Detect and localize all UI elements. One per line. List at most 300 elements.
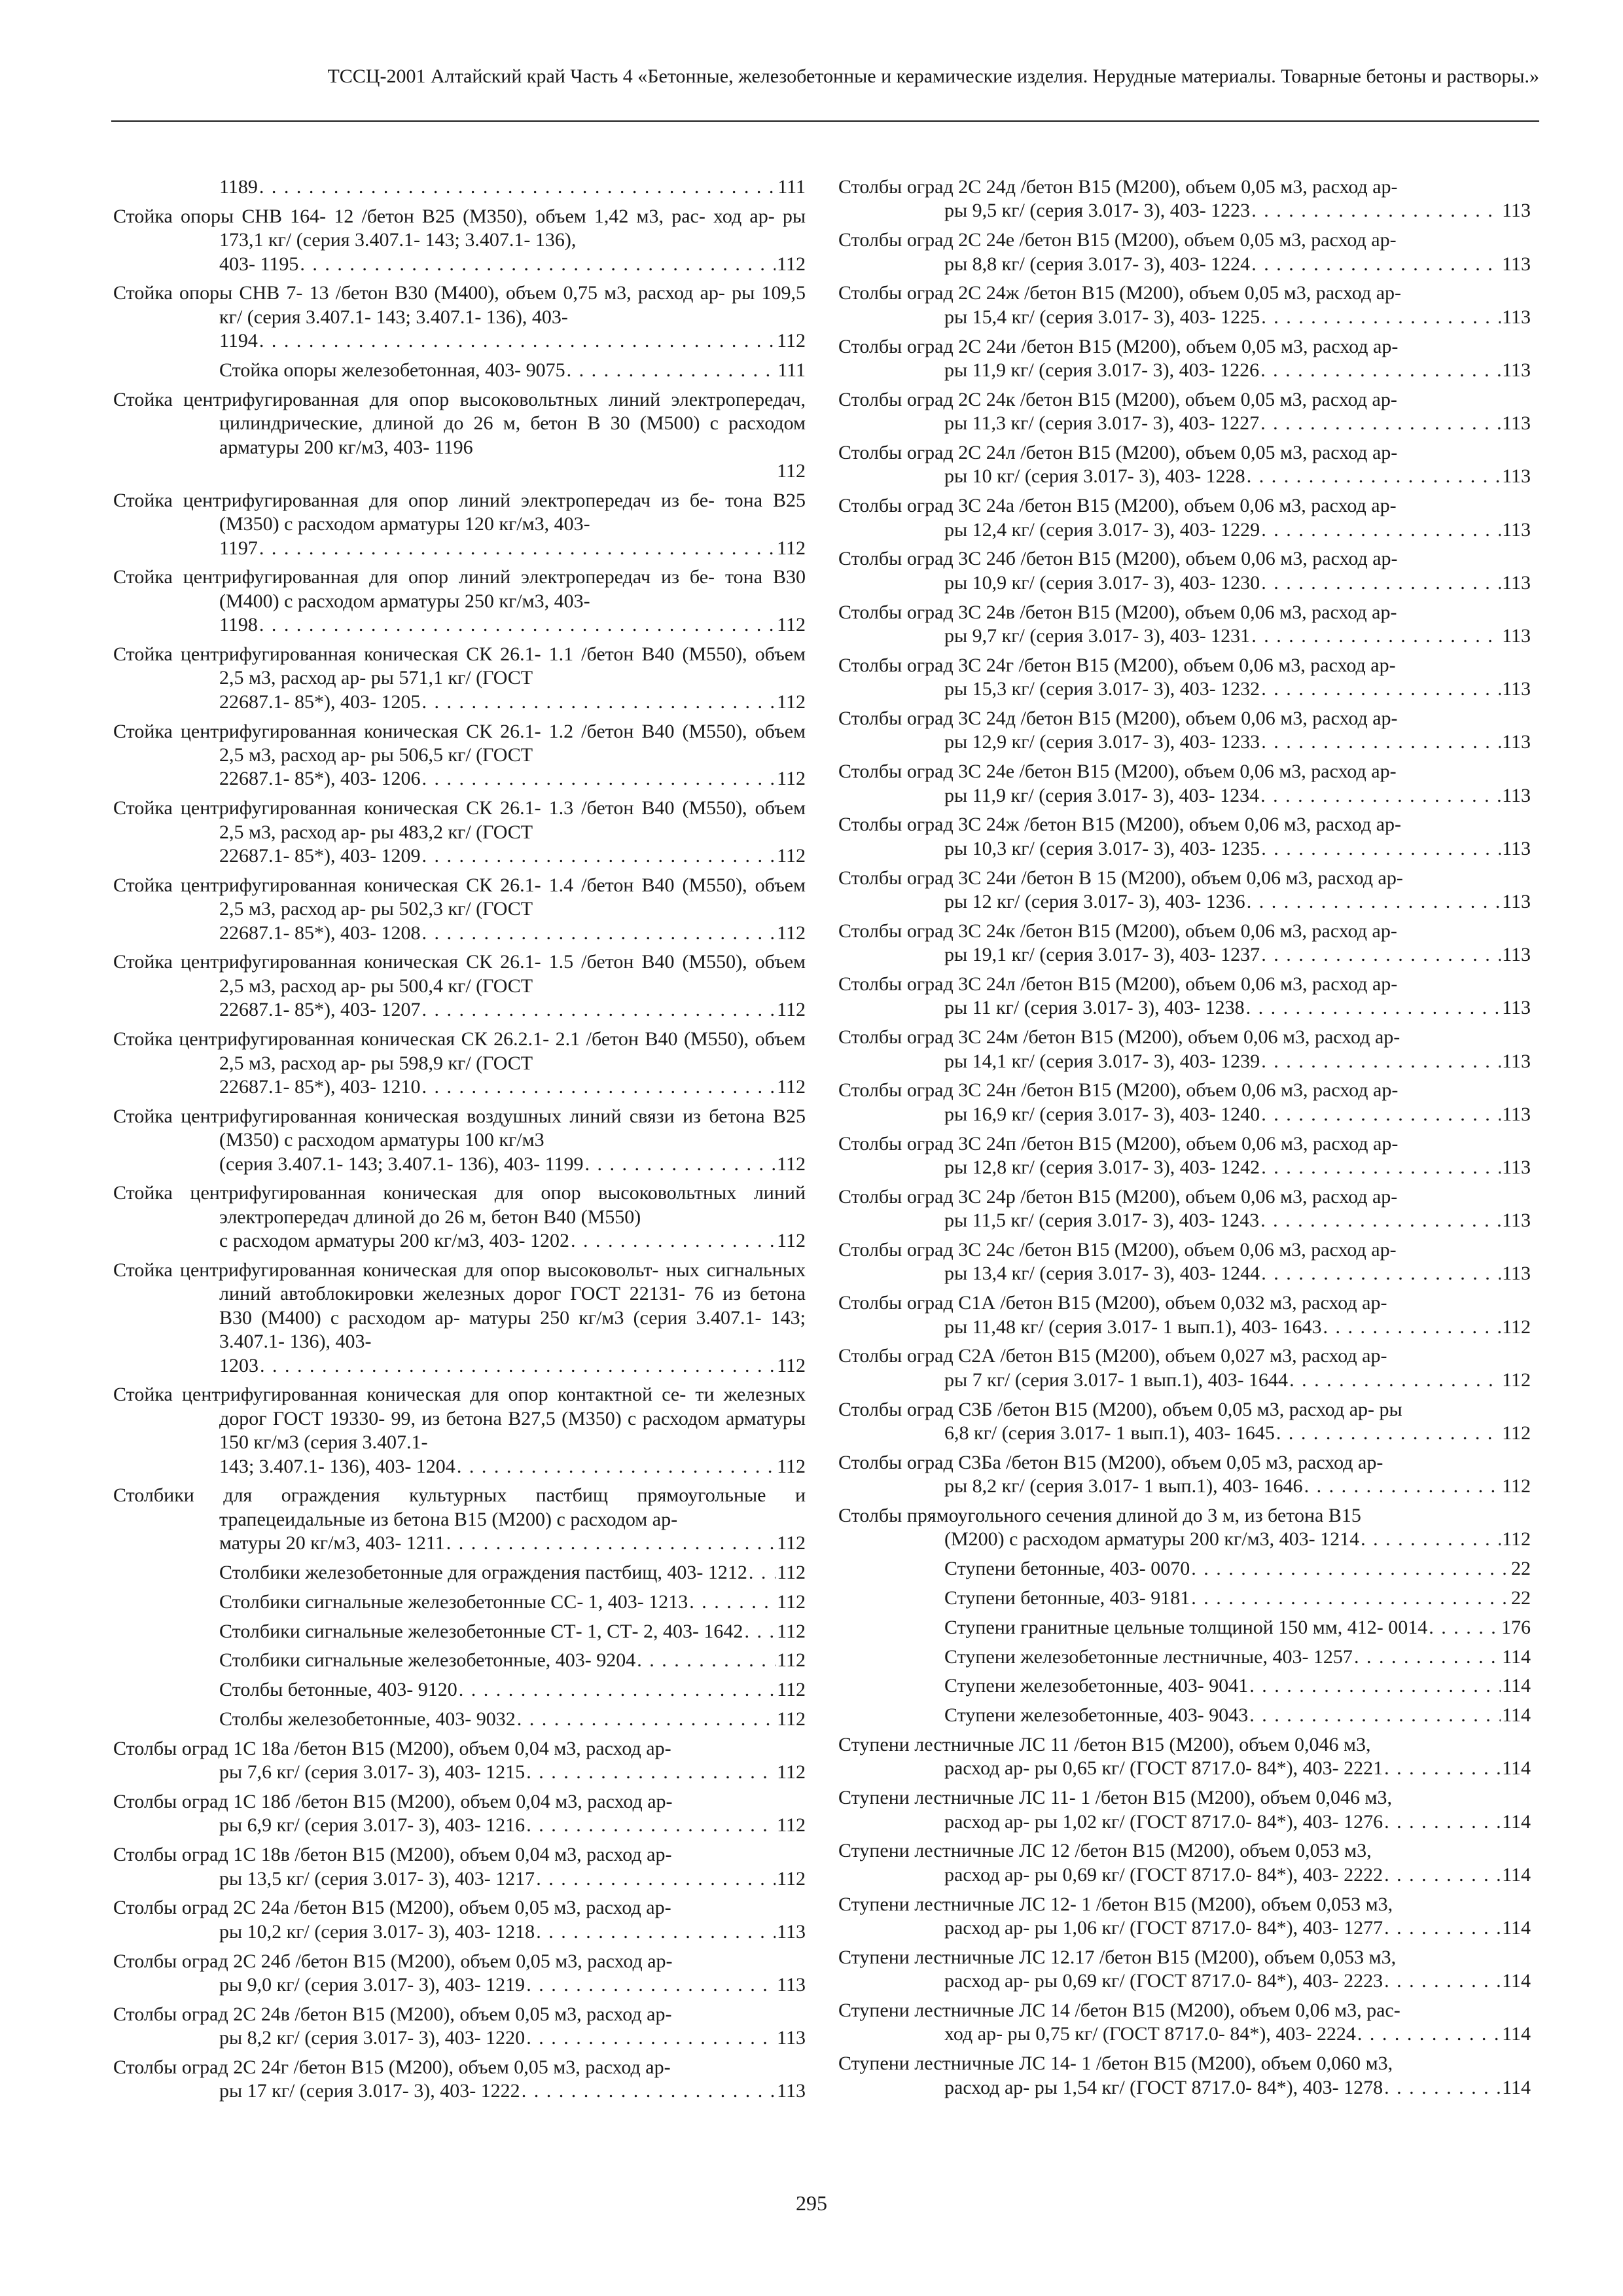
index-entry <box>113 1708 806 1731</box>
index-entry <box>838 335 1531 383</box>
entry-leader-line <box>944 1156 1531 1179</box>
entry-page-ref: 113 <box>777 1973 806 1996</box>
entry-leader-line <box>944 1704 1531 1727</box>
index-entry <box>113 2003 806 2051</box>
entry-leader-line <box>944 199 1531 223</box>
entry-page-ref: 114 <box>1502 1645 1531 1668</box>
entry-leader-line <box>944 677 1531 701</box>
entry-text: ры 7 кг/ (серия 3.017- 1 вып.1), 403- 1644 <box>944 1369 1289 1391</box>
dot-leader <box>1260 412 1501 435</box>
entry-text: расход ар- ры 0,69 кг/ (ГОСТ 8717.0- 84*), 403- 2222 <box>944 1863 1383 1886</box>
entry-text: ры 19,1 кг/ (серия 3.017- 3), 403- 1237 <box>944 944 1260 966</box>
entry-page-ref: 113 <box>1502 571 1531 594</box>
dot-leader <box>744 1620 776 1643</box>
entry-page-ref: 113 <box>1502 306 1531 328</box>
dot-leader <box>526 1814 776 1837</box>
entry-text: 1194 <box>219 330 258 352</box>
entry-text: Стойка центрифугированная для опор высоковольтных линий <box>113 388 661 410</box>
dot-leader <box>517 1708 776 1731</box>
entry-leader-line <box>219 1867 806 1891</box>
entry-text: Столбы оград 3С 24с /бетон В15 (М200), объем 0,06 м3, расход ар- <box>838 1239 1397 1261</box>
entry-text: Столбики железобетонные для ограждения пастбищ, 403- 1212 <box>219 1561 747 1583</box>
dot-leader <box>1261 1262 1501 1285</box>
entry-text: Стойка центрифугированная коническая для опор высоковольтных <box>113 1182 737 1204</box>
entry-text: ры 12 кг/ (серия 3.017- 3), 403- 1236 <box>944 891 1245 913</box>
entry-page-ref: 112 <box>1502 1475 1531 1498</box>
index-entry <box>113 1181 806 1253</box>
index-entry <box>838 867 1531 914</box>
entry-leader-line <box>944 359 1531 382</box>
index-entry <box>113 1620 806 1643</box>
entry-text: Столбы оград 3С 24к /бетон В15 (М200), объем 0,06 м3, расход ар- <box>838 920 1397 942</box>
index-entry <box>838 973 1531 1020</box>
entry-leader-line <box>219 1075 806 1099</box>
dot-leader <box>1289 1369 1501 1392</box>
entry-text: Столбики для ограждения культурных пастбищ прямоугольные и <box>113 1484 806 1507</box>
entry-text: ход ар- ры 0,75 кг/ (ГОСТ 8717.0- 84*), 403- 2224 <box>944 2023 1356 2045</box>
index-entry <box>838 228 1531 276</box>
entry-text: ры 11,9 кг/ (серия 3.017- 3), 403- 1234 <box>944 784 1260 806</box>
entry-text: Столбы оград 1С 18а /бетон В15 (М200), объем 0,04 м3, расход ар- <box>113 1737 671 1759</box>
entry-leader-line <box>219 1620 806 1643</box>
entry-leader-line <box>944 571 1531 595</box>
entry-text: Столбы оград 1С 18в /бетон В15 (М200), объем 0,04 м3, расход ар- <box>113 1844 672 1866</box>
entry-leader-line <box>944 1863 1531 1887</box>
index-entry <box>113 720 806 791</box>
entry-text: 22687.1- 85*), 403- 1208 <box>219 922 421 944</box>
index-entry <box>838 1999 1531 2047</box>
entry-text: Столбы оград 2С 24к /бетон В15 (М200), объем 0,05 м3, расход ар- <box>838 388 1397 410</box>
dot-leader <box>1384 1916 1501 1940</box>
index-entry <box>838 1674 1531 1698</box>
entry-text: Ступени лестничные ЛС 12- 1 /бетон В15 (М200), объем 0,053 м3, <box>838 1893 1393 1915</box>
entry-text: тона В30 (М400) с расходом арматуры 250 кг/м3, 403- <box>219 566 806 612</box>
entry-text: Ступени железобетонные, 403- 9043 <box>944 1704 1249 1727</box>
dot-leader <box>536 1920 776 1944</box>
entry-leader-line <box>944 1616 1531 1640</box>
dot-leader <box>1249 1674 1501 1698</box>
entry-text: ар- ры 109,5 кг/ (серия 3.407.1- 143; 3.407.1- 136), 403- <box>219 282 806 328</box>
entry-text: Столбы оград 2С 24д /бетон В15 (М200), объем 0,05 м3, расход ар- <box>838 176 1398 198</box>
entry-text: Столбы оград 3С 24в /бетон В15 (М200), объем 0,06 м3, расход ар- <box>838 601 1397 623</box>
index-entry <box>838 1504 1531 1552</box>
entry-page-ref: 113 <box>1502 731 1531 753</box>
entry-text: Столбы оград С3Ба /бетон В15 (М200), объем 0,05 м3, расход ар- <box>838 1451 1383 1473</box>
entry-text: Ступени лестничные ЛС 11 /бетон В15 (М200), объем 0,046 м3, <box>838 1734 1371 1756</box>
entry-text: ры 6,9 кг/ (серия 3.017- 3), 403- 1216 <box>219 1814 526 1837</box>
dot-leader <box>421 922 776 945</box>
entry-text: Столбики сигнальные железобетонные СТ- 1, СТ- 2, 403- 1642 <box>219 1620 743 1642</box>
entry-leader-line <box>219 767 806 791</box>
entry-leader-line <box>944 518 1531 542</box>
entry-page-ref: 22 <box>1511 1587 1531 1609</box>
entry-leader-line <box>944 1557 1531 1581</box>
entry-page-ref: 112 <box>777 768 806 790</box>
entry-text: (М550), объем 2,5 м3, расход ар- ры 571,1 кг/ (ГОСТ <box>219 643 806 689</box>
index-entry <box>113 874 806 945</box>
dot-leader <box>1246 996 1501 1020</box>
entry-page-ref: 113 <box>777 1920 806 1943</box>
entry-page-ref: 112 <box>777 1814 806 1837</box>
entry-text: Столбы оград 2С 24б /бетон В15 (М200), объем 0,05 м3, расход ар- <box>113 1950 673 1972</box>
entry-page-ref: 112 <box>777 1230 806 1252</box>
entry-leader-line <box>944 1810 1531 1834</box>
entry-leader-line <box>219 253 806 276</box>
entry-page-ref: 112 <box>777 330 806 352</box>
dot-leader <box>1251 253 1501 276</box>
entry-text: расход ар- ры 1,54 кг/ (ГОСТ 8717.0- 84*), 403- 1278 <box>944 2076 1383 2098</box>
entry-text: ры 8,2 кг/ (серия 3.017- 1 вып.1), 403- 1646 <box>944 1475 1303 1498</box>
index-entry <box>838 920 1531 967</box>
entry-page-ref: 113 <box>1502 1103 1531 1125</box>
entry-leader-line <box>219 1532 806 1555</box>
index-entry <box>113 281 806 353</box>
entry-page-ref: 114 <box>1502 1675 1531 1697</box>
index-entry <box>838 547 1531 595</box>
dot-leader <box>1304 1475 1501 1498</box>
entry-text: Стойка центрифугированная коническая СК 26.1- 1.1 /бетон В40 <box>113 643 675 666</box>
entry-page-ref: 112 <box>1502 1316 1531 1338</box>
dot-leader <box>259 175 776 199</box>
entry-page-ref: 112 <box>777 1679 806 1701</box>
entry-page-ref: 112 <box>777 460 806 482</box>
entry-page-ref: 112 <box>777 691 806 713</box>
entry-page-ref: 111 <box>777 176 806 198</box>
dot-leader <box>1261 1156 1501 1179</box>
entry-page-ref: 114 <box>1502 2023 1531 2045</box>
index-entry <box>113 489 806 560</box>
entry-text: 403- 1195 <box>219 253 299 275</box>
entry-page-ref: 112 <box>777 1620 806 1642</box>
entry-page-ref: 112 <box>777 922 806 944</box>
dot-leader <box>1384 1757 1501 1780</box>
index-entry <box>113 1737 806 1785</box>
dot-leader <box>571 1229 776 1253</box>
entry-leader-line <box>219 1920 806 1944</box>
index-entry <box>113 388 806 484</box>
entry-page-ref: 112 <box>777 253 806 275</box>
entry-leader-line <box>219 1455 806 1479</box>
entry-text: линий электропередач длиной до 26 м, бетон В40 (М550) <box>219 1182 806 1228</box>
entry-text: ры 12,9 кг/ (серия 3.017- 3), 403- 1233 <box>944 731 1260 753</box>
header-rule <box>111 120 1539 122</box>
entry-leader-line <box>944 1645 1531 1669</box>
entry-text: Столбы оград 3С 24и /бетон В 15 (М200), объем 0,06 м3, расход ар- <box>838 867 1403 889</box>
entry-page-ref: 113 <box>1502 678 1531 700</box>
entry-text: Столбики сигнальные железобетонные СС- 1, 403- 1213 <box>219 1590 688 1613</box>
entry-page-ref: 113 <box>1502 1050 1531 1072</box>
entry-page-ref: 114 <box>1502 1970 1531 1992</box>
entry-text: трапецеидальные из бетона В15 (М200) с расходом ар- <box>219 1508 678 1530</box>
dot-leader <box>1357 2022 1501 2046</box>
dot-leader <box>526 1761 776 1784</box>
entry-text: ры 9,5 кг/ (серия 3.017- 3), 403- 1223 <box>944 200 1251 222</box>
entry-leader-line <box>944 890 1531 914</box>
index-entry <box>838 1839 1531 1887</box>
entry-text: ры 17 кг/ (серия 3.017- 3), 403- 1222 <box>219 2080 520 2102</box>
entry-text: Ступени железобетонные лестничные, 403- 1257 <box>944 1645 1353 1668</box>
entry-leader-line <box>944 1587 1531 1610</box>
index-entry <box>838 388 1531 436</box>
entry-leader-line <box>219 1761 806 1784</box>
entry-text: Столбы железобетонные, 403- 9032 <box>219 1708 516 1730</box>
index-entry <box>838 441 1531 489</box>
dot-leader <box>1261 730 1501 754</box>
index-entry <box>113 565 806 637</box>
entry-page-ref: 112 <box>777 999 806 1021</box>
entry-text: Столбы оград 3С 24ж /бетон В15 (М200), объем 0,06 м3, расход ар- <box>838 814 1402 836</box>
entry-leader-line <box>944 2076 1531 2100</box>
entry-text: ход ар- ры 173,1 кг/ (серия 3.407.1- 143; 3.407.1- 136), <box>219 205 806 251</box>
running-header <box>111 64 1539 88</box>
entry-text: Столбы прямоугольного сечения длиной до 3 м, из бетона В15 <box>838 1505 1361 1527</box>
dot-leader <box>260 1354 776 1378</box>
dot-leader <box>421 767 776 791</box>
entry-leader-line <box>944 784 1531 808</box>
index-entry <box>838 1786 1531 1834</box>
index-entry <box>113 175 806 199</box>
dot-leader <box>259 537 776 560</box>
dot-leader <box>1261 677 1501 701</box>
entry-page-ref: 112 <box>777 1354 806 1376</box>
entry-text: ры 11,5 кг/ (серия 3.017- 3), 403- 1243 <box>944 1210 1260 1232</box>
entry-text: Ступени бетонные, 403- 0070 <box>944 1558 1190 1580</box>
entry-text: Столбы оград 3С 24н /бетон В15 (М200), объем 0,06 м3, расход ар- <box>838 1079 1399 1102</box>
entry-text: матуры 20 кг/м3, 403- 1211 <box>219 1532 445 1554</box>
dot-leader <box>749 1561 776 1585</box>
entry-page-ref: 113 <box>1502 253 1531 275</box>
entry-text: Ступени лестничные ЛС 14- 1 /бетон В15 (М200), объем 0,060 м3, <box>838 2053 1393 2075</box>
index-entry <box>838 1893 1531 1941</box>
dot-leader <box>1261 571 1501 595</box>
entry-leader-line <box>944 1916 1531 1940</box>
dot-leader <box>526 1973 776 1997</box>
entry-page-ref: 112 <box>777 845 806 867</box>
dot-leader <box>536 1867 776 1891</box>
entry-page-ref: 112 <box>777 1649 806 1672</box>
dot-leader <box>526 2026 776 2050</box>
entry-leader-line <box>944 412 1531 435</box>
index-entry <box>838 654 1531 702</box>
index-entry <box>113 1843 806 1891</box>
entry-text: Стойка центрифугированная коническая СК 26.1- 1.5 /бетон В40 <box>113 951 675 973</box>
entry-text: Столбы оград 2С 24е /бетон В15 (М200), объем 0,05 м3, расход ар- <box>838 229 1397 251</box>
index-entry <box>113 359 806 382</box>
dot-leader <box>1261 518 1501 542</box>
entry-leader-line <box>219 2026 806 2050</box>
entry-page-ref: 112 <box>777 1761 806 1784</box>
dot-leader <box>1384 2076 1501 2100</box>
index-entry <box>838 494 1531 542</box>
index-entry <box>113 1649 806 1672</box>
entry-page-ref: 112 <box>777 1075 806 1098</box>
entry-text: Столбы оград С2А /бетон В15 (М200), объем 0,027 м3, расход ар- <box>838 1345 1387 1367</box>
entry-text: 22687.1- 85*), 403- 1206 <box>219 768 421 790</box>
dot-leader <box>1261 943 1501 967</box>
dot-leader <box>1260 784 1501 808</box>
entry-text: ры 14,1 кг/ (серия 3.017- 3), 403- 1239 <box>944 1050 1260 1072</box>
entry-leader-line <box>944 306 1531 329</box>
dot-leader <box>1384 1969 1501 1993</box>
dot-leader <box>522 2079 776 2103</box>
index-entry <box>838 281 1531 329</box>
index-entry <box>838 1132 1531 1180</box>
entry-page-ref: 113 <box>1502 784 1531 806</box>
entry-text: Ступени бетонные, 403- 9181 <box>944 1587 1190 1609</box>
entry-leader-line <box>219 1229 806 1253</box>
entry-leader-line <box>944 730 1531 754</box>
entry-text: 22687.1- 85*), 403- 1209 <box>219 845 421 867</box>
entry-text: ры 12,8 кг/ (серия 3.017- 3), 403- 1242 <box>944 1157 1260 1179</box>
dot-leader <box>457 1455 776 1479</box>
dot-leader <box>421 844 776 868</box>
entry-page-ref: 112 <box>777 1532 806 1554</box>
dot-leader <box>259 329 776 353</box>
entry-text: ры 10,2 кг/ (серия 3.017- 3), 403- 1218 <box>219 1920 535 1943</box>
entry-text: 22687.1- 85*), 403- 1210 <box>219 1075 421 1098</box>
index-entry <box>838 813 1531 861</box>
entry-leader-line <box>944 996 1531 1020</box>
index-entry <box>113 1590 806 1614</box>
entry-page-ref: 113 <box>1502 518 1531 541</box>
entry-page-ref: 112 <box>777 1867 806 1890</box>
entry-text: Стойка центрифугированная коническая СК 26.1- 1.2 /бетон В40 <box>113 720 675 742</box>
entry-text: 1203 <box>219 1354 259 1376</box>
entry-text: расход ар- ры 0,65 кг/ (ГОСТ 8717.0- 84*), 403- 2221 <box>944 1757 1383 1780</box>
entry-text: Стойка центрифугированная коническая воздушных линий связи <box>113 1105 675 1127</box>
entry-page-ref: 113 <box>777 2027 806 2049</box>
entry-text: (М550), объем 2,5 м3, расход ар- ры 500,4 кг/ (ГОСТ <box>219 951 806 997</box>
entry-text: 6,8 кг/ (серия 3.017- 1 вып.1), 403- 1645 <box>944 1422 1275 1444</box>
entry-page-ref: 113 <box>1502 837 1531 859</box>
index-entry <box>113 1678 806 1702</box>
entry-leader-line <box>944 1103 1531 1126</box>
entry-text: Столбы оград 2С 24ж /бетон В15 (М200), объем 0,05 м3, расход ар- <box>838 282 1402 304</box>
index-entry <box>113 950 806 1022</box>
index-entry <box>113 1105 806 1176</box>
entry-text: Столбы оград 2С 24г /бетон В15 (М200), объем 0,05 м3, расход ар- <box>113 2056 671 2078</box>
index-entry <box>838 1733 1531 1781</box>
entry-text: ры 11,9 кг/ (серия 3.017- 3), 403- 1226 <box>944 359 1260 382</box>
entry-page-ref: 113 <box>1502 1157 1531 1179</box>
entry-leader-line <box>219 1354 806 1378</box>
entry-text: (М550), объем 2,5 м3, расход ар- ры 483,2 кг/ (ГОСТ <box>219 797 806 843</box>
entry-text: Столбы оград 2С 24в /бетон В15 (М200), объем 0,05 м3, расход ар- <box>113 2003 672 2025</box>
entry-text: Стойка центрифугированная коническая СК 26.1- 1.4 /бетон В40 <box>113 874 675 896</box>
entry-page-ref: 114 <box>1502 2076 1531 2098</box>
dot-leader <box>300 253 776 276</box>
entry-text: Столбы оград С1А /бетон В15 (М200), объем 0,032 м3, расход ар- <box>838 1292 1387 1314</box>
entry-leader-line <box>219 613 806 637</box>
dot-leader <box>1260 1209 1501 1232</box>
entry-page-ref: 112 <box>777 537 806 559</box>
entry-leader-line <box>219 844 806 868</box>
entry-leader-line <box>944 1475 1531 1498</box>
entry-text: (серия 3.407.1- 143; 3.407.1- 136), 403- 1199 <box>219 1153 584 1175</box>
entry-page-ref: 112 <box>1502 1422 1531 1444</box>
entry-leader-line <box>219 1561 806 1585</box>
index-entry <box>838 601 1531 649</box>
entry-text: расход ар- ры 0,69 кг/ (ГОСТ 8717.0- 84*), 403- 2223 <box>944 1970 1383 1992</box>
dot-leader <box>1429 1616 1500 1640</box>
dot-leader <box>1276 1422 1501 1445</box>
entry-page-ref: 112 <box>777 1590 806 1613</box>
dot-leader <box>421 998 776 1022</box>
entry-leader-line <box>219 1678 806 1702</box>
index-entry <box>838 1238 1531 1286</box>
entry-text: Столбы оград 2С 24и /бетон В15 (М200), объем 0,05 м3, расход ар- <box>838 335 1399 357</box>
entry-text: Стойка опоры железобетонная, 403- 9075 <box>219 359 565 382</box>
index-entry <box>838 1291 1531 1339</box>
entry-text: ры 8,2 кг/ (серия 3.017- 3), 403- 1220 <box>219 2027 526 2049</box>
entry-text: (М350) с расходом арматуры 150 кг/м3 (серия 3.407.1- <box>219 1407 806 1454</box>
dot-leader <box>1361 1528 1501 1551</box>
entry-text: ры 11,3 кг/ (серия 3.017- 3), 403- 1227 <box>944 412 1260 435</box>
dot-leader <box>1384 1863 1501 1887</box>
entry-text: Столбы оград 3С 24п /бетон В15 (М200), объем 0,06 м3, расход ар- <box>838 1132 1399 1155</box>
index-entry <box>838 2052 1531 2100</box>
entry-page-ref: 113 <box>1502 625 1531 647</box>
entry-text: 22687.1- 85*), 403- 1207 <box>219 999 421 1021</box>
entry-text: матуры 250 кг/м3 (серия 3.407.1- 143; 3.407.1- 136), 403- <box>219 1306 806 1353</box>
entry-text: (М550), объем 2,5 м3, расход ар- ры 506,5 кг/ (ГОСТ <box>219 720 806 766</box>
entry-text: 143; 3.407.1- 136), 403- 1204 <box>219 1455 455 1477</box>
entry-leader-line <box>219 1153 806 1176</box>
entry-text: ры 15,3 кг/ (серия 3.017- 3), 403- 1232 <box>944 678 1260 700</box>
entry-leader-line <box>944 1969 1531 1993</box>
entry-text: Стойка опоры СНВ 7- 13 /бетон В30 (М400), объем 0,75 м3, расход <box>113 282 694 304</box>
index-column-right <box>838 175 1531 2105</box>
entry-page-ref: 113 <box>1502 891 1531 913</box>
entry-text: электропередач, цилиндрические, длиной до 26 м, бетон <box>219 388 806 435</box>
entry-leader-line <box>944 1262 1531 1285</box>
entry-text: Столбы оград 3С 24м /бетон В15 (М200), объем 0,06 м3, расход ар- <box>838 1026 1400 1049</box>
entry-text: ры 10,3 кг/ (серия 3.017- 3), 403- 1235 <box>944 837 1260 859</box>
page-number: 295 <box>796 2191 827 2215</box>
entry-leader-line <box>219 329 806 353</box>
index-entry <box>838 1704 1531 1727</box>
entry-text: 1197 <box>219 537 258 559</box>
index-entry <box>113 1383 806 1479</box>
entry-text: Столбы оград 3С 24г /бетон В15 (М200), объем 0,06 м3, расход ар- <box>838 654 1396 676</box>
entry-text: ры 15,4 кг/ (серия 3.017- 3), 403- 1225 <box>944 306 1260 328</box>
entry-leader-line <box>944 1050 1531 1073</box>
entry-leader-line <box>944 1369 1531 1392</box>
entry-text: ры 11,48 кг/ (серия 3.017- 1 вып.1), 403- 1643 <box>944 1316 1322 1338</box>
entry-text: ры 9,0 кг/ (серия 3.017- 3), 403- 1219 <box>219 1973 526 1996</box>
entry-leader-line <box>219 1814 806 1837</box>
dot-leader <box>1261 1103 1501 1126</box>
entry-leader-line <box>944 837 1531 861</box>
entry-leader-line <box>944 1422 1531 1445</box>
dot-leader <box>459 1678 776 1702</box>
index-entry <box>838 1026 1531 1073</box>
entry-page-ref: 112 <box>1502 1528 1531 1551</box>
entry-text: ГОСТ 22131- 76 из бетона В30 (М400) с расходом ар- <box>219 1283 806 1329</box>
dot-leader <box>1323 1316 1501 1339</box>
entry-leader-line <box>944 1757 1531 1780</box>
entry-page-ref: 112 <box>777 1455 806 1477</box>
entry-text: Стойка центрифугированная для опор линий электропередач из бе- <box>113 489 715 511</box>
entry-text: (М550), объем 2,5 м3, расход ар- ры 502,3 кг/ (ГОСТ <box>219 874 806 920</box>
index-entry <box>838 1587 1531 1610</box>
dot-leader <box>1191 1587 1510 1610</box>
index-entry <box>113 1259 806 1378</box>
index-entry <box>838 1398 1531 1446</box>
entry-page-ref: 22 <box>1511 1558 1531 1580</box>
entry-text: Столбы бетонные, 403- 9120 <box>219 1679 457 1701</box>
entry-page-ref: 113 <box>1502 359 1531 382</box>
